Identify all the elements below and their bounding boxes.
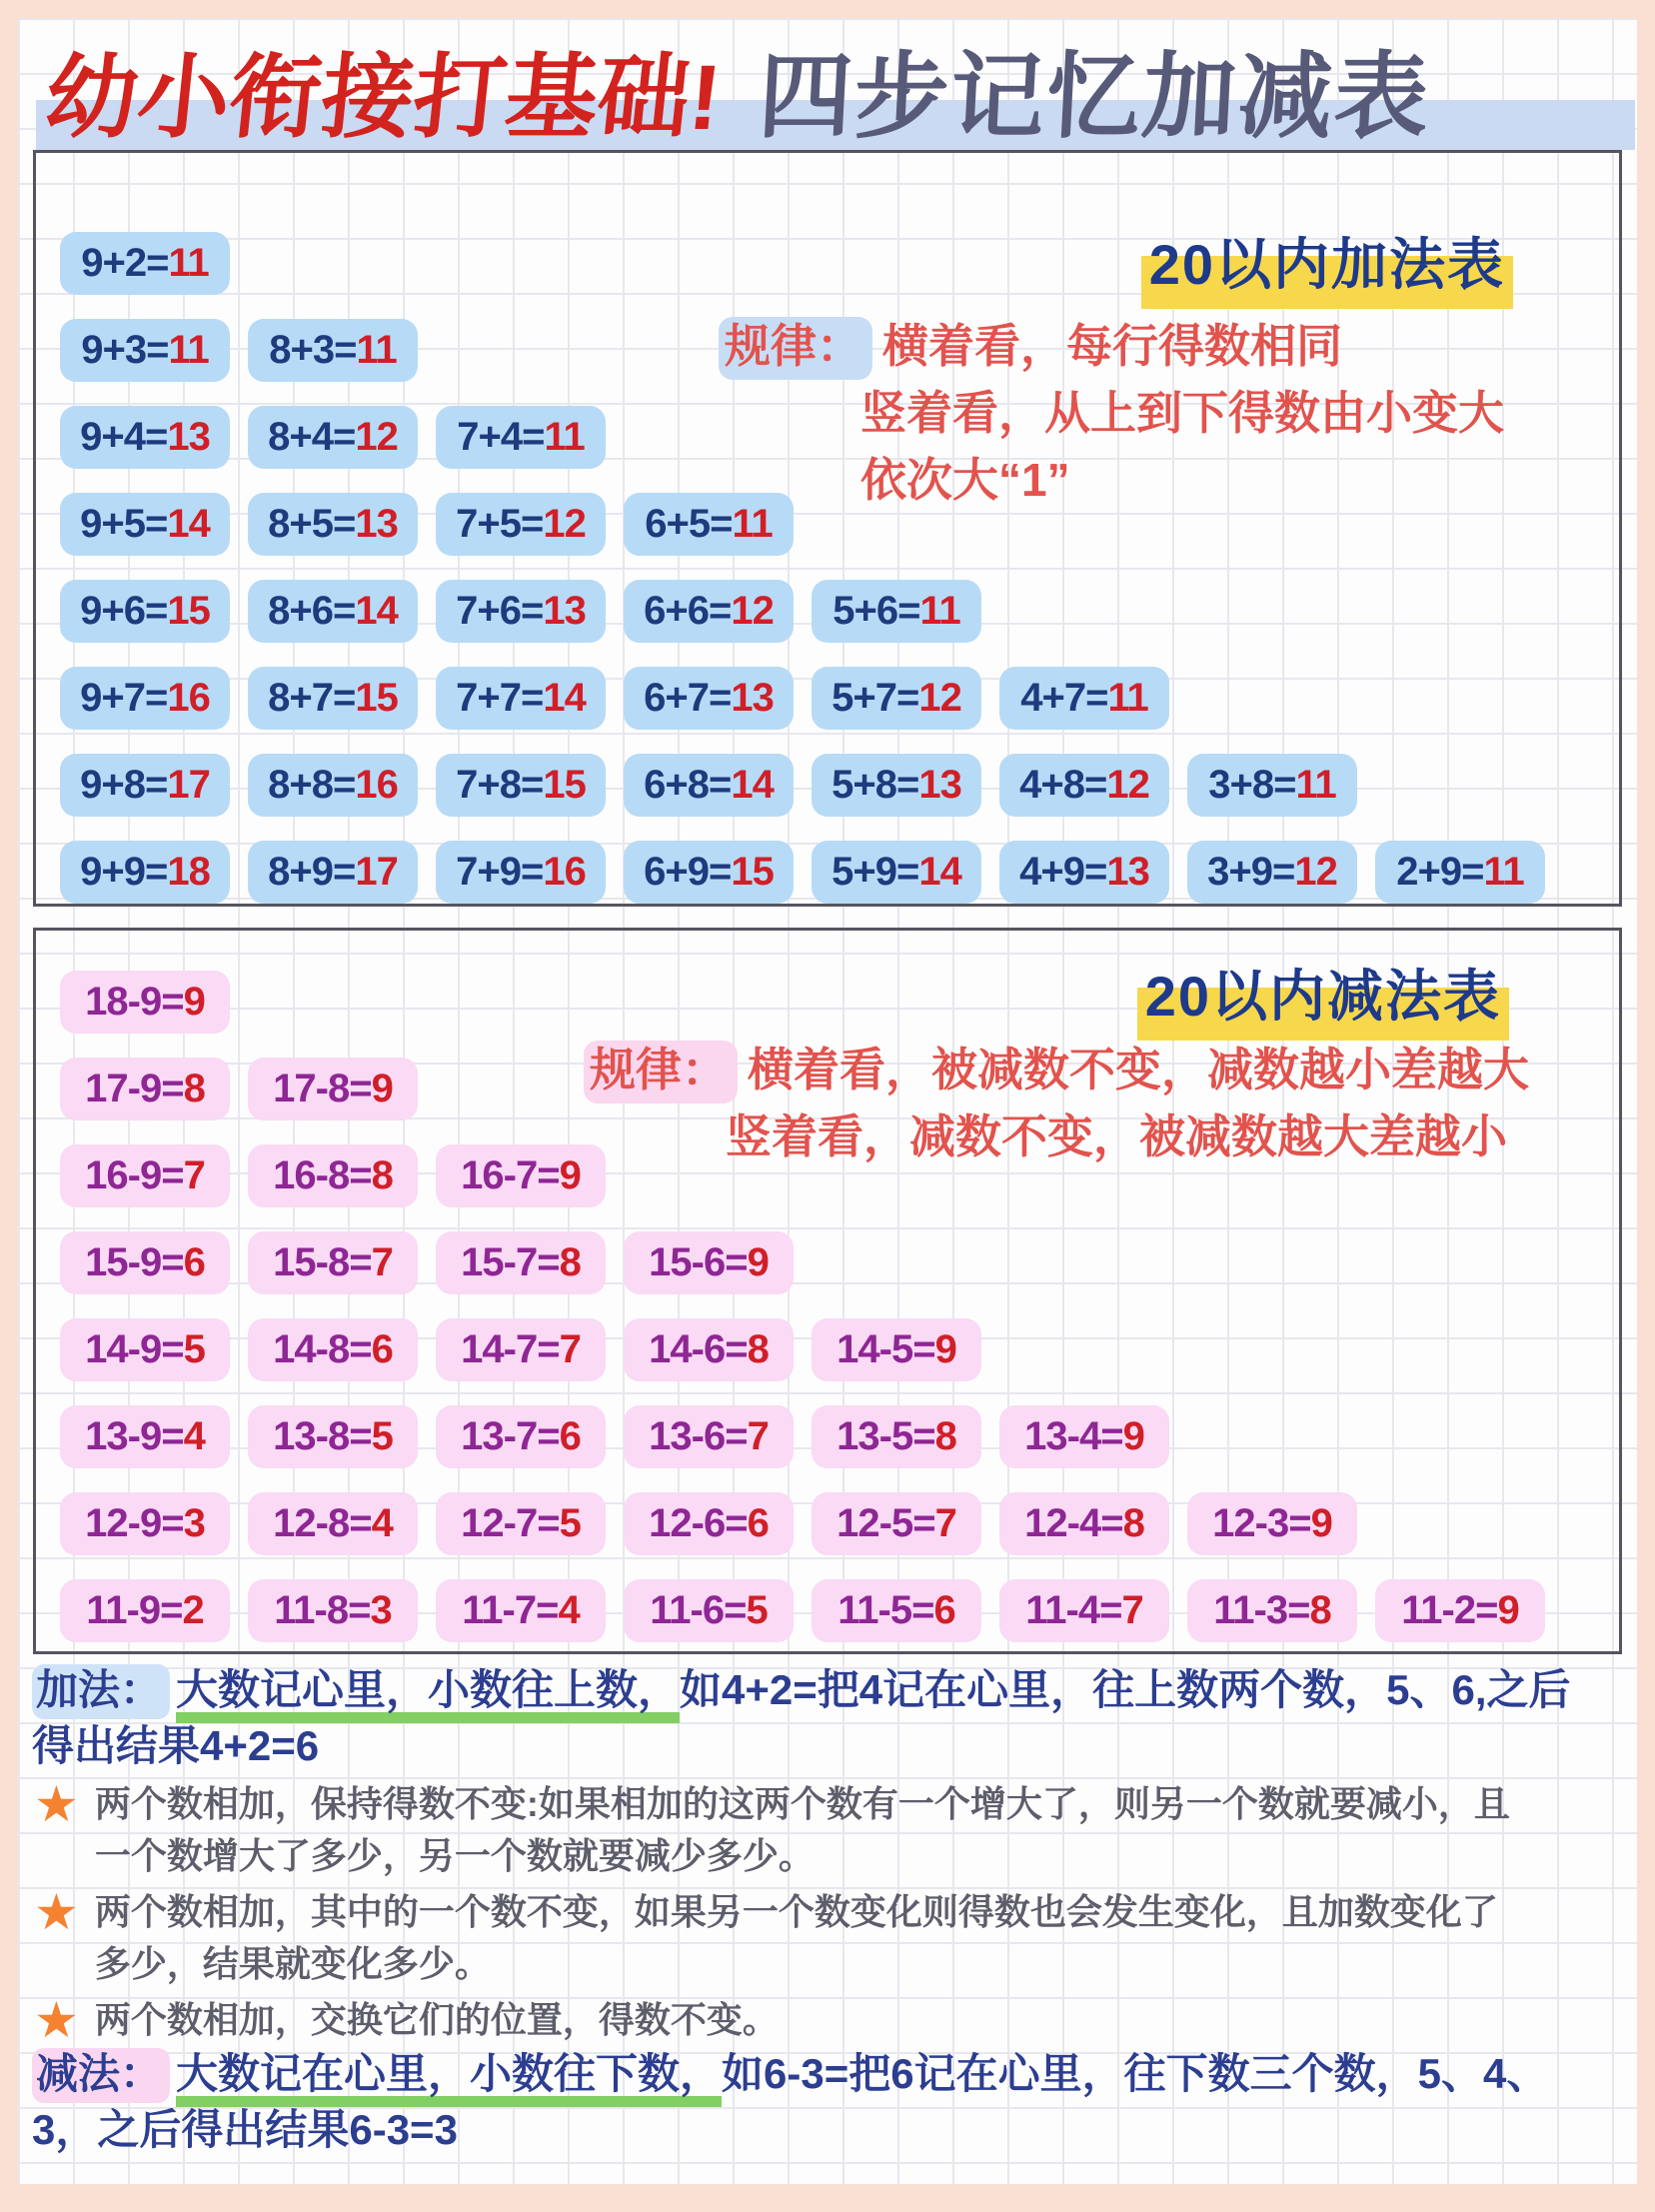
equation-answer: 13 — [543, 589, 586, 633]
addition-equation-card — [1375, 841, 1545, 904]
subtraction-equation-card — [624, 1579, 794, 1642]
subtraction-equation-card — [436, 1405, 606, 1468]
equation-row — [60, 841, 1619, 904]
addition-equation-card — [999, 754, 1169, 817]
equation-answer: 6 — [371, 1327, 393, 1371]
subtraction-equation-card — [60, 1318, 230, 1381]
equation-expression: 5+6= — [832, 589, 920, 633]
equation-answer: 9 — [1122, 1414, 1144, 1458]
equation-answer: 5 — [183, 1327, 205, 1371]
addition-equation-card — [436, 754, 606, 817]
equation-answer: 8 — [371, 1153, 393, 1197]
equation-row — [60, 667, 1619, 730]
equation-expression: 7+6= — [456, 589, 544, 633]
equation-answer: 6 — [183, 1240, 205, 1284]
equation-answer: 11 — [168, 328, 209, 372]
addition-equation-card — [60, 493, 230, 556]
equation-expression: 9+6= — [80, 589, 168, 633]
subtraction-equation-card — [812, 1579, 981, 1642]
equation-row — [60, 1231, 1619, 1294]
equation-expression: 9+3= — [81, 328, 169, 372]
equation-answer: 6 — [559, 1414, 581, 1458]
grid-sheet — [18, 18, 1637, 2184]
subtraction-equation-card — [624, 1231, 794, 1294]
equation-expression: 8+5= — [268, 502, 356, 546]
subtraction-tip-line-2: 3，之后得出结果6-3=3 — [32, 2106, 458, 2153]
equation-answer: 4 — [558, 1588, 580, 1632]
equation-answer: 17 — [355, 850, 398, 894]
addition-equation-card — [60, 841, 230, 904]
equation-answer: 5 — [559, 1501, 581, 1545]
addition-equation-card — [812, 667, 981, 730]
subtraction-equation-card — [1187, 1492, 1357, 1555]
addition-equation-card — [436, 841, 606, 904]
addition-equation-card — [248, 493, 418, 556]
equation-expression: 13-6= — [649, 1414, 748, 1458]
subtraction-tip-label: 减法： — [32, 2048, 170, 2103]
equation-answer: 7 — [559, 1327, 581, 1371]
equation-expression: 16-7= — [461, 1153, 560, 1197]
equation-expression: 5+9= — [831, 850, 919, 894]
addition-rule-line-2: 竖着看，从上到下得数由小变大 — [860, 387, 1504, 439]
equation-answer: 7 — [1121, 1588, 1143, 1632]
addition-equation-card — [436, 493, 606, 556]
equation-expression: 3+9= — [1207, 850, 1295, 894]
equation-expression: 11-3= — [1213, 1588, 1310, 1632]
equation-expression: 8+4= — [268, 415, 356, 459]
equation-expression: 14-9= — [85, 1327, 184, 1371]
addition-equation-card — [624, 754, 794, 817]
subtraction-rules — [584, 1037, 1529, 1170]
equation-expression: 12-9= — [85, 1501, 184, 1545]
star-icon: ★ — [34, 1884, 79, 1940]
equation-answer: 11 — [544, 415, 585, 459]
star-tip-2-line-2: 多少，结果就变化多少。 — [94, 1943, 491, 1984]
equation-expression: 12-4= — [1024, 1501, 1123, 1545]
equation-answer: 12 — [918, 676, 961, 720]
equation-expression: 11-8= — [274, 1588, 371, 1632]
addition-equation-card — [60, 754, 230, 817]
equation-answer: 11 — [919, 589, 960, 633]
equation-expression: 9+2= — [81, 241, 169, 285]
addition-equation-card — [999, 667, 1169, 730]
equation-row — [60, 1579, 1619, 1642]
equation-expression: 14-7= — [461, 1327, 560, 1371]
equation-expression: 13-8= — [273, 1414, 372, 1458]
subtraction-equation-card — [1375, 1579, 1545, 1642]
equation-expression: 11-9= — [86, 1588, 183, 1632]
equation-expression: 9+7= — [80, 676, 168, 720]
addition-rules — [719, 313, 1504, 514]
subtraction-equation-card — [812, 1492, 981, 1555]
equation-answer: 15 — [543, 763, 586, 807]
equation-answer: 14 — [355, 589, 398, 633]
equation-answer: 13 — [731, 676, 774, 720]
addition-tip-line-1 — [32, 1662, 1631, 1718]
equation-answer: 13 — [1106, 850, 1149, 894]
subtraction-equation-card — [248, 1318, 418, 1381]
equation-answer: 16 — [355, 763, 398, 807]
equation-answer: 7 — [183, 1153, 205, 1197]
subtraction-equation-card — [624, 1492, 794, 1555]
equation-expression: 11-6= — [650, 1588, 747, 1632]
equation-answer: 15 — [731, 850, 774, 894]
equation-expression: 8+9= — [268, 850, 356, 894]
equation-expression: 12-5= — [836, 1501, 935, 1545]
subtraction-equation-card — [812, 1318, 981, 1381]
equation-expression: 12-3= — [1212, 1501, 1311, 1545]
equation-expression: 7+8= — [456, 763, 544, 807]
equation-expression: 4+9= — [1019, 850, 1107, 894]
equation-answer: 13 — [167, 415, 210, 459]
subtraction-equation-card — [436, 1492, 606, 1555]
equation-expression: 6+6= — [644, 589, 732, 633]
equation-expression: 8+6= — [268, 589, 356, 633]
equation-answer: 9 — [559, 1153, 581, 1197]
subtraction-equation-card — [248, 1405, 418, 1468]
equation-expression: 14-8= — [273, 1327, 372, 1371]
addition-table — [33, 150, 1622, 907]
addition-rule-line-3: 依次大“1” — [860, 454, 1070, 506]
equation-expression: 7+9= — [456, 850, 544, 894]
equation-answer: 8 — [934, 1414, 956, 1458]
equation-expression: 5+8= — [831, 763, 919, 807]
equation-expression: 13-5= — [836, 1414, 935, 1458]
equation-expression: 7+5= — [456, 502, 544, 546]
equation-expression: 3+8= — [1208, 763, 1296, 807]
equation-expression: 8+3= — [269, 328, 357, 372]
subtraction-equation-card — [248, 1579, 418, 1642]
addition-rule-text-1: 横着看，每行得数相同 — [882, 320, 1342, 372]
addition-equation-card — [624, 580, 794, 643]
addition-equation-card — [248, 841, 418, 904]
subtraction-equation-card — [60, 1579, 230, 1642]
equation-answer: 12 — [1294, 850, 1337, 894]
equation-expression: 13-9= — [85, 1414, 184, 1458]
star-tip-2 — [34, 1886, 1631, 1990]
subtraction-equation-card — [999, 1579, 1169, 1642]
subtraction-equation-card — [999, 1492, 1169, 1555]
equation-expression: 15-9= — [85, 1240, 184, 1284]
addition-equation-card — [248, 754, 418, 817]
equation-answer: 9 — [1310, 1501, 1332, 1545]
addition-equation-card — [436, 580, 606, 643]
equation-answer: 12 — [543, 502, 586, 546]
addition-equation-card — [812, 580, 981, 643]
subtraction-equation-card — [248, 1144, 418, 1207]
equation-expression: 9+4= — [80, 415, 168, 459]
equation-expression: 17-8= — [273, 1067, 372, 1110]
addition-equation-card — [436, 406, 606, 469]
equation-answer: 9 — [1497, 1588, 1519, 1632]
equation-answer: 11 — [1295, 763, 1336, 807]
star-tip-3-line-1: 两个数相加，交换它们的位置，得数不变。 — [94, 1999, 779, 2040]
equation-answer: 9 — [934, 1327, 956, 1371]
equation-expression: 8+7= — [268, 676, 356, 720]
equation-expression: 18-9= — [85, 980, 184, 1024]
equation-answer: 12 — [1106, 763, 1149, 807]
equation-row — [60, 580, 1619, 643]
star-icon: ★ — [34, 1776, 79, 1832]
subtraction-table-heading: 20以内减法表 — [1137, 953, 1509, 1041]
equation-expression: 9+8= — [80, 763, 168, 807]
equation-answer: 6 — [747, 1501, 769, 1545]
addition-equation-card — [60, 319, 230, 382]
star-tip-1-line-1: 两个数相加，保持得数不变:如果相加的这两个数有一个增大了，则另一个数就要减小，且 — [94, 1783, 1510, 1824]
equation-answer: 8 — [747, 1327, 769, 1371]
equation-expression: 2+9= — [1396, 850, 1484, 894]
equation-answer: 8 — [1122, 1501, 1144, 1545]
addition-equation-card — [999, 841, 1169, 904]
equation-answer: 14 — [167, 502, 210, 546]
addition-rule-line-1 — [719, 313, 1504, 380]
equation-expression: 6+5= — [645, 502, 733, 546]
equation-expression: 14-6= — [649, 1327, 748, 1371]
equation-row — [60, 1492, 1619, 1555]
subtraction-equation-card — [436, 1318, 606, 1381]
equation-answer: 12 — [355, 415, 398, 459]
equation-answer: 14 — [731, 763, 774, 807]
page-title-dark: 四步记忆加减表 — [756, 44, 1433, 149]
equation-answer: 9 — [371, 1067, 393, 1110]
equation-expression: 13-7= — [461, 1414, 560, 1458]
addition-equation-card — [60, 580, 230, 643]
equation-answer: 11 — [732, 502, 773, 546]
equation-answer: 15 — [355, 676, 398, 720]
equation-answer: 11 — [356, 328, 397, 372]
equation-answer: 3 — [370, 1588, 392, 1632]
addition-equation-card — [624, 667, 794, 730]
equation-answer: 15 — [167, 589, 210, 633]
equation-answer: 4 — [371, 1501, 393, 1545]
subtraction-equation-card — [248, 1231, 418, 1294]
star-icon: ★ — [34, 1992, 79, 2048]
equation-answer: 9 — [747, 1240, 769, 1284]
notes-section — [32, 1662, 1631, 2158]
addition-tip-label: 加法： — [32, 1664, 170, 1719]
subtraction-equation-card — [436, 1579, 606, 1642]
subtraction-equation-card — [624, 1318, 794, 1381]
subtraction-tip-rest: 如6-3=把6记在心里，往下数三个数，5、4、 — [722, 2050, 1549, 2097]
subtraction-table — [33, 928, 1622, 1654]
equation-expression: 9+9= — [80, 850, 168, 894]
equation-answer: 16 — [167, 676, 210, 720]
star-tip-1-line-2: 一个数增大了多少，另一个数就要减少多少。 — [94, 1835, 815, 1876]
subtraction-equation-card — [436, 1231, 606, 1294]
addition-equation-card — [60, 406, 230, 469]
addition-equation-card — [60, 232, 230, 295]
equation-expression: 9+5= — [80, 502, 168, 546]
addition-equation-card — [812, 754, 981, 817]
equation-answer: 7 — [934, 1501, 956, 1545]
equation-expression: 12-8= — [273, 1501, 372, 1545]
equation-row — [60, 1318, 1619, 1381]
equation-answer: 8 — [559, 1240, 581, 1284]
equation-expression: 7+4= — [457, 415, 545, 459]
addition-equation-card — [248, 667, 418, 730]
addition-equation-card — [60, 667, 230, 730]
equation-row — [60, 1405, 1619, 1468]
addition-table-heading: 20以内加法表 — [1141, 221, 1513, 309]
equation-answer: 14 — [918, 850, 961, 894]
rule-label: 规律： — [584, 1041, 738, 1104]
equation-expression: 13-4= — [1024, 1414, 1123, 1458]
equation-answer: 7 — [371, 1240, 393, 1284]
equation-answer: 12 — [731, 589, 774, 633]
equation-expression: 6+9= — [644, 850, 732, 894]
subtraction-equation-card — [60, 1144, 230, 1207]
addition-tip-line-2: 得出结果4+2=6 — [32, 1722, 320, 1769]
equation-answer: 8 — [183, 1067, 205, 1110]
equation-expression: 4+7= — [1020, 676, 1108, 720]
page-title — [40, 44, 1637, 150]
equation-expression: 6+8= — [644, 763, 732, 807]
subtraction-equation-card — [248, 1492, 418, 1555]
subtraction-equation-card — [999, 1405, 1169, 1468]
addition-equation-card — [248, 406, 418, 469]
addition-equation-card — [436, 667, 606, 730]
equation-answer: 16 — [543, 850, 586, 894]
equation-answer: 6 — [933, 1588, 955, 1632]
equation-answer: 11 — [1483, 850, 1524, 894]
subtraction-equation-card — [60, 1231, 230, 1294]
equation-expression: 12-6= — [649, 1501, 748, 1545]
equation-expression: 15-8= — [273, 1240, 372, 1284]
star-tip-3 — [34, 1994, 1631, 2046]
equation-answer: 13 — [918, 763, 961, 807]
equation-answer: 14 — [543, 676, 586, 720]
star-tip-1 — [34, 1778, 1631, 1882]
equation-expression: 16-8= — [273, 1153, 372, 1197]
addition-equation-card — [1187, 841, 1357, 904]
star-tip-2-line-1: 两个数相加，其中的一个数不变，如果另一个数变化则得数也会发生变化，且加数变化了 — [94, 1891, 1498, 1932]
equation-answer: 2 — [182, 1588, 204, 1632]
subtraction-equation-card — [248, 1058, 418, 1120]
equation-answer: 18 — [167, 850, 210, 894]
equation-expression: 15-6= — [649, 1240, 748, 1284]
equation-row — [60, 754, 1619, 817]
subtraction-equation-card — [436, 1144, 606, 1207]
addition-equation-card — [812, 841, 981, 904]
equation-expression: 11-7= — [462, 1588, 559, 1632]
equation-expression: 5+7= — [831, 676, 919, 720]
equation-expression: 16-9= — [85, 1153, 184, 1197]
equation-expression: 15-7= — [461, 1240, 560, 1284]
equation-answer: 9 — [183, 980, 205, 1024]
subtraction-equation-card — [624, 1405, 794, 1468]
equation-answer: 5 — [371, 1414, 393, 1458]
subtraction-tip-line-1 — [32, 2046, 1631, 2102]
equation-expression: 8+8= — [268, 763, 356, 807]
addition-equation-card — [624, 841, 794, 904]
addition-tip-underlined: 大数记心里，小数往上数， — [176, 1666, 680, 1723]
equation-expression: 4+8= — [1019, 763, 1107, 807]
subtraction-rule-text-1: 横着看，被减数不变，减数越小差越大 — [748, 1044, 1529, 1096]
page-title-red: 幼小衔接打基础! — [40, 47, 727, 149]
equation-expression: 17-9= — [85, 1067, 184, 1110]
addition-tip-rest: 如4+2=把4记在心里，往上数两个数，5、6,之后 — [680, 1666, 1571, 1713]
subtraction-equation-card — [60, 971, 230, 1034]
addition-equation-card — [248, 319, 418, 382]
equation-answer: 13 — [355, 502, 398, 546]
equation-answer: 11 — [168, 241, 209, 285]
subtraction-tip-underlined: 大数记在心里，小数往下数， — [176, 2050, 722, 2107]
equation-expression: 11-5= — [837, 1588, 934, 1632]
subtraction-equation-card — [60, 1405, 230, 1468]
equation-expression: 11-4= — [1025, 1588, 1122, 1632]
equation-expression: 11-2= — [1401, 1588, 1498, 1632]
subtraction-equation-card — [812, 1405, 981, 1468]
equation-expression: 12-7= — [461, 1501, 560, 1545]
rule-label: 规律： — [719, 317, 872, 380]
addition-equation-card — [248, 580, 418, 643]
equation-expression: 6+7= — [644, 676, 732, 720]
subtraction-equation-card — [60, 1492, 230, 1555]
equation-answer: 5 — [746, 1588, 768, 1632]
equation-answer: 3 — [183, 1501, 205, 1545]
equation-answer: 11 — [1107, 676, 1148, 720]
equation-answer: 8 — [1309, 1588, 1331, 1632]
subtraction-rule-line-2: 竖着看，减数不变，被减数越大差越小 — [726, 1110, 1507, 1162]
addition-equation-card — [1187, 754, 1357, 817]
subtraction-equation-card — [60, 1058, 230, 1120]
equation-expression: 14-5= — [836, 1327, 935, 1371]
equation-answer: 4 — [183, 1414, 205, 1458]
equation-answer: 17 — [167, 763, 210, 807]
subtraction-rule-line-1 — [584, 1037, 1529, 1104]
subtraction-equation-card — [1187, 1579, 1357, 1642]
equation-answer: 7 — [747, 1414, 769, 1458]
equation-expression: 7+7= — [456, 676, 544, 720]
